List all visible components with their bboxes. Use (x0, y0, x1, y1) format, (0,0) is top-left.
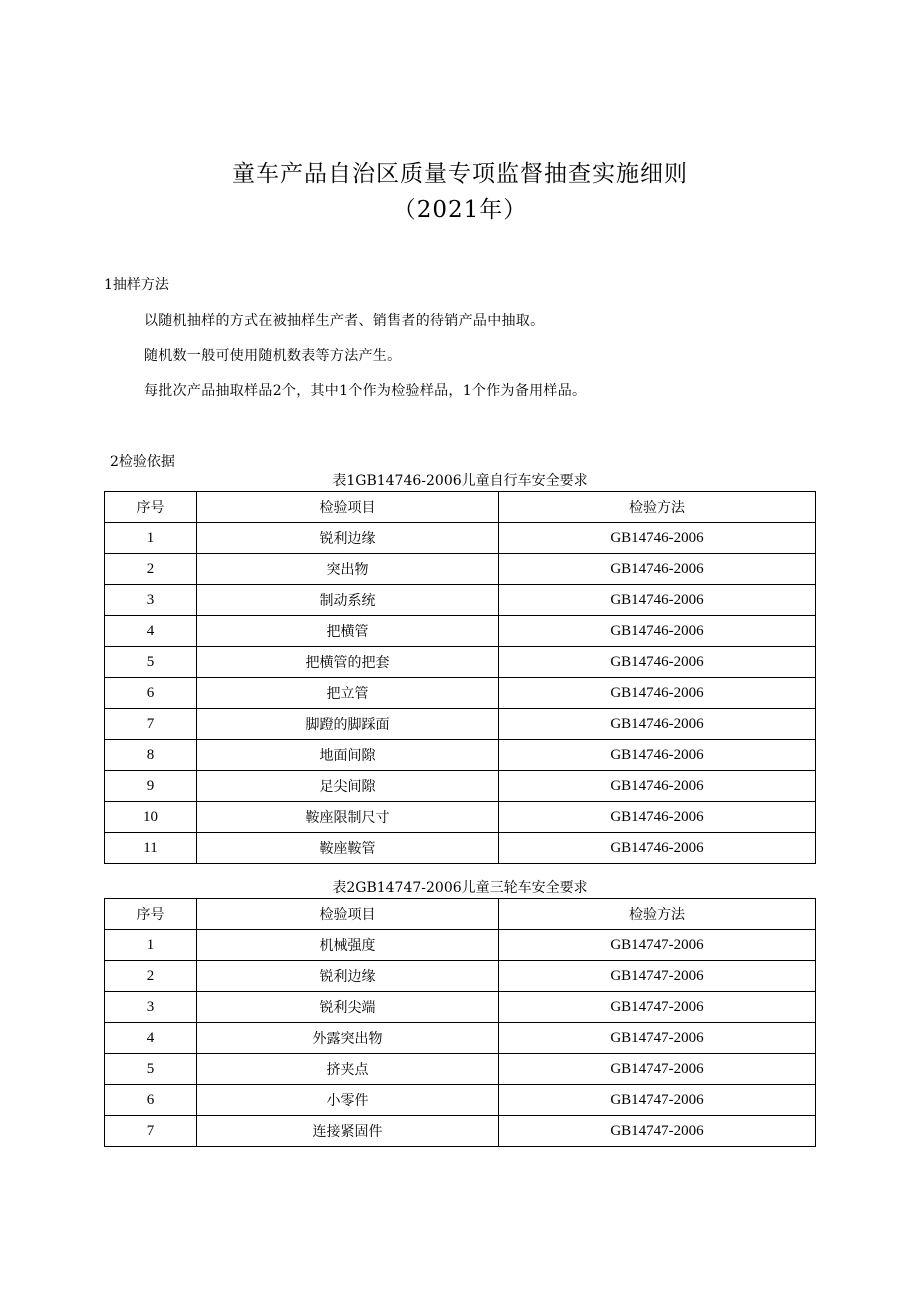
table1-cell-method: GB14746-2006 (499, 771, 816, 802)
table1-cell-item: 脚蹬的脚踩面 (197, 709, 499, 740)
table-row (105, 992, 816, 1023)
paragraph-sampling-2: 随机数一般可使用随机数表等方法产生。 (144, 348, 402, 364)
table2-cell-method: GB14747-2006 (499, 1085, 816, 1116)
table-row (105, 961, 816, 992)
table-row (105, 802, 816, 833)
table1-cell-method: GB14746-2006 (499, 740, 816, 771)
table-row (105, 554, 816, 585)
table2-cell-item: 小零件 (197, 1085, 499, 1116)
table2-cell-method: GB14747-2006 (499, 1116, 816, 1147)
table2-cell-index: 3 (105, 992, 197, 1023)
table1-cell-index: 10 (105, 802, 197, 833)
table2-cell-method: GB14747-2006 (499, 930, 816, 961)
table1-cell-item: 把立管 (197, 678, 499, 709)
table1-cell-index: 5 (105, 647, 197, 678)
table1-header-item: 检验项目 (197, 492, 499, 523)
table-row (105, 1116, 816, 1147)
paragraph-sampling-1: 以随机抽样的方式在被抽样生产者、销售者的待销产品中抽取。 (144, 313, 545, 329)
table2-cell-method: GB14747-2006 (499, 992, 816, 1023)
table2-cell-index: 5 (105, 1054, 197, 1085)
table-row (105, 585, 816, 616)
table1-cell-item: 足尖间隙 (197, 771, 499, 802)
table-row (105, 833, 816, 864)
table1-cell-item: 把横管 (197, 616, 499, 647)
table1-cell-item: 锐利边缘 (197, 523, 499, 554)
table2-cell-index: 7 (105, 1116, 197, 1147)
table2-cell-item: 挤夹点 (197, 1054, 499, 1085)
table1-cell-index: 3 (105, 585, 197, 616)
section-heading-basis: 2检验依据 (110, 454, 175, 470)
table1-cell-index: 1 (105, 523, 197, 554)
table-row (105, 740, 816, 771)
table1 (104, 491, 816, 864)
table2-cell-item: 外露突出物 (197, 1023, 499, 1054)
table1-cell-index: 11 (105, 833, 197, 864)
table2-cell-item: 锐利边缘 (197, 961, 499, 992)
table1-header-row (105, 492, 816, 523)
table-row (105, 616, 816, 647)
table-row (105, 771, 816, 802)
table-row (105, 523, 816, 554)
table1-cell-method: GB14746-2006 (499, 523, 816, 554)
table2-header-method: 检验方法 (499, 899, 816, 930)
table1-caption: 表1GB14746-2006儿童自行车安全要求 (332, 473, 588, 489)
table2 (104, 898, 816, 1147)
table1-cell-index: 9 (105, 771, 197, 802)
table1-cell-index: 6 (105, 678, 197, 709)
table2-header-item: 检验项目 (197, 899, 499, 930)
table1-cell-item: 制动系统 (197, 585, 499, 616)
table1-cell-item: 鞍座鞍管 (197, 833, 499, 864)
paragraph-sampling-3: 每批次产品抽取样品2个，其中1个作为检验样品，1个作为备用样品。 (144, 383, 587, 399)
table-row (105, 930, 816, 961)
document-year: （2021年） (392, 197, 528, 223)
table1-cell-method: GB14746-2006 (499, 802, 816, 833)
table-row (105, 678, 816, 709)
table1-cell-method: GB14746-2006 (499, 709, 816, 740)
table1-cell-item: 地面间隙 (197, 740, 499, 771)
table1-cell-method: GB14746-2006 (499, 833, 816, 864)
table2-cell-index: 6 (105, 1085, 197, 1116)
table-row (105, 1054, 816, 1085)
table1-cell-method: GB14746-2006 (499, 647, 816, 678)
table1-cell-method: GB14746-2006 (499, 678, 816, 709)
table2-cell-method: GB14747-2006 (499, 1023, 816, 1054)
table1-cell-method: GB14746-2006 (499, 616, 816, 647)
table2-caption: 表2GB14747-2006儿童三轮车安全要求 (332, 880, 588, 896)
table2-cell-item: 连接紧固件 (197, 1116, 499, 1147)
table1-cell-index: 2 (105, 554, 197, 585)
table-row (105, 647, 816, 678)
table2-header-index: 序号 (105, 899, 197, 930)
table-row (105, 709, 816, 740)
table-row (105, 1023, 816, 1054)
table2-cell-method: GB14747-2006 (499, 961, 816, 992)
table1-cell-item: 鞍座限制尺寸 (197, 802, 499, 833)
table1-cell-item: 突出物 (197, 554, 499, 585)
table1-header-index: 序号 (105, 492, 197, 523)
table2-header-row (105, 899, 816, 930)
table2-cell-index: 1 (105, 930, 197, 961)
table2-cell-index: 2 (105, 961, 197, 992)
table2-cell-item: 机械强度 (197, 930, 499, 961)
table1-cell-method: GB14746-2006 (499, 585, 816, 616)
table1-cell-index: 7 (105, 709, 197, 740)
table2-cell-item: 锐利尖端 (197, 992, 499, 1023)
document-title: 童车产品自治区质量专项监督抽查实施细则 (232, 161, 688, 187)
table1-cell-method: GB14746-2006 (499, 554, 816, 585)
table1-cell-index: 8 (105, 740, 197, 771)
table1-header-method: 检验方法 (499, 492, 816, 523)
section-heading-sampling: 1抽样方法 (104, 277, 169, 293)
table1-cell-item: 把横管的把套 (197, 647, 499, 678)
table-row (105, 1085, 816, 1116)
table1-cell-index: 4 (105, 616, 197, 647)
table2-cell-index: 4 (105, 1023, 197, 1054)
table2-cell-method: GB14747-2006 (499, 1054, 816, 1085)
